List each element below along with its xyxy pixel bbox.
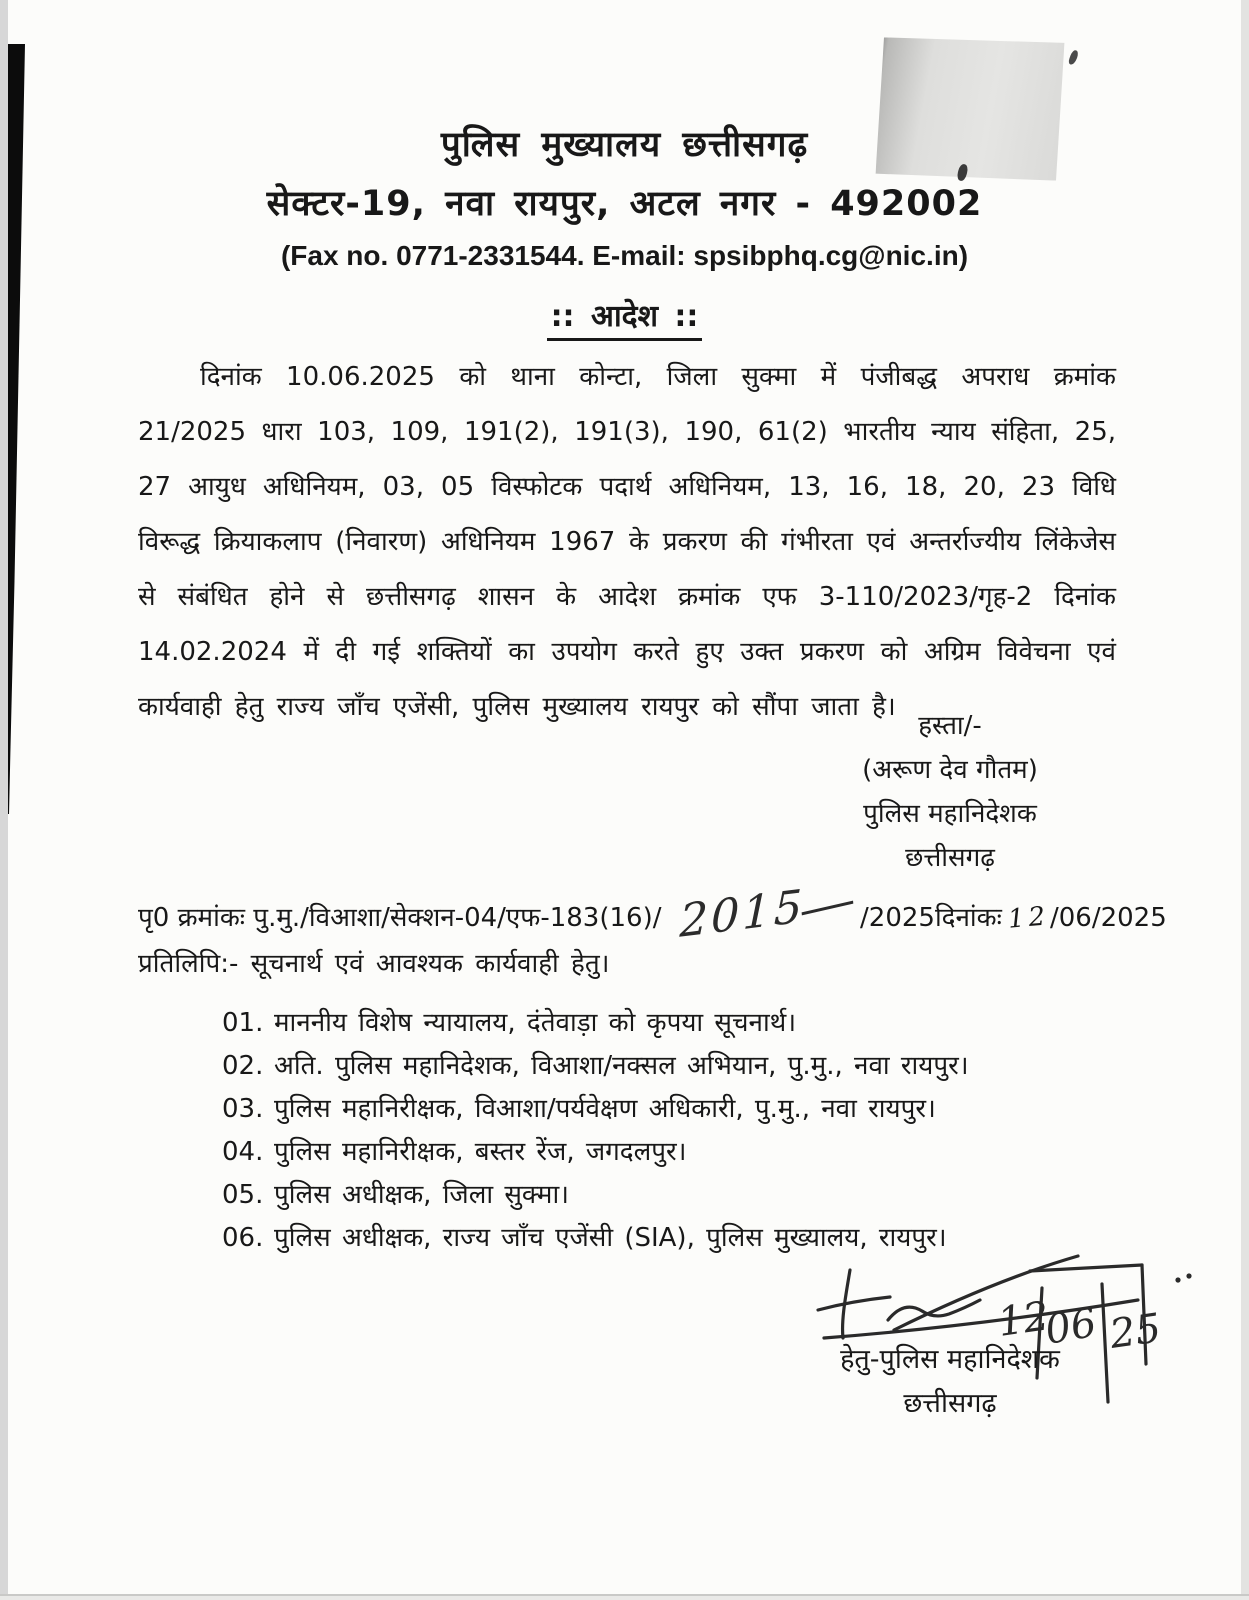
list-item — [222, 1002, 969, 1045]
endorsement-date-rest: /06/2025 — [1049, 903, 1167, 933]
list-item-number: 04. — [222, 1137, 264, 1167]
list-item-text: पुलिस अधीक्षक, जिला सुक्मा। — [274, 1180, 570, 1210]
order-title: :: आदेश :: — [547, 294, 703, 341]
endorsement-line — [138, 878, 1167, 948]
distribution-list — [222, 1002, 969, 1260]
scan-stray-mark — [1068, 49, 1080, 65]
list-item-number: 03. — [222, 1094, 264, 1124]
list-item-number: 01. — [222, 1008, 264, 1038]
letterhead-org-name: पुलिस मुख्यालय छत्तीसगढ़ — [440, 125, 809, 165]
list-item-text: पुलिस महानिरीक्षक, बस्तर रेंज, जगदलपुर। — [274, 1137, 687, 1167]
letterhead-address: सेक्टर-19, नवा रायपुर, अटल नगर - 492002 — [266, 184, 983, 224]
footer-designation: हेतु-पुलिस महानिदेशक — [840, 1344, 1060, 1375]
signed-mark: हस्ता/- — [918, 711, 982, 741]
list-item — [222, 1045, 969, 1088]
order-title-row — [0, 294, 1249, 341]
list-item-text: अति. पुलिस महानिदेशक, विआशा/नक्सल अभियान, पु.मु., नवा रायपुर। — [274, 1051, 969, 1081]
list-item — [222, 1174, 969, 1217]
list-item-text: पुलिस महानिरीक्षक, विआशा/पर्यवेक्षण अधिकारी, पु.मु., नवा रायपुर। — [274, 1094, 936, 1124]
order-body-paragraph: दिनांक 10.06.2025 को थाना कोन्टा, जिला सुक्मा में पंजीबद्ध अपराध क्रमांक 21/2025 धारा 103, 109, 191(2), 191(3), 190, 61(2) भारतीय न्याय संहिता, 25, 27 आयुध अधिनियम, 03, 05 विस्फोटक पदार्थ अधिनियम, 13, 16, 18, 20, 23 विधि विरूद्ध क्रियाकलाप (निवारण) अधिनियम 1967 के प्रकरण की गंभीरता एवं अन्तर्राज्यीय लिंकेजेस से संबंधित होने से छत्तीसगढ़ शासन के आदेश क्रमांक एफ 3-110/2023/गृह-2 दिनांक 14.02.2024 में दी गई शक्तियों का उपयोग करते हुए उक्त प्रकरण को अग्रिम विवेचना एवं कार्यवाही हेतु राज्य जॉंच एजेंसी, पुलिस मुख्यालय रायपुर को सौंपा जाता है। — [138, 362, 1116, 722]
copy-to-line: प्रतिलिपि:- सूचनार्थ एवं आवश्यक कार्यवाही हेतु। — [138, 949, 610, 979]
ref-number-prefix: पृ0 क्रमांकः पु.मु./विआशा/सेक्शन-04/एफ-183(16)/ — [138, 903, 662, 933]
scan-edge-bottom — [0, 1594, 1249, 1600]
ref-number-suffix: /2025 — [860, 903, 935, 933]
handwritten-date-day: 12 — [994, 1293, 1052, 1346]
list-item — [222, 1088, 969, 1131]
handwritten-date-year: 25 — [1106, 1305, 1164, 1358]
footer-state: छत्तीसगढ़ — [903, 1388, 997, 1419]
endorsement-date-day-handwritten: 12 — [1006, 901, 1051, 935]
list-item-number: 02. — [222, 1051, 264, 1081]
list-item-text: पुलिस अधीक्षक, राज्य जॉंच एजेंसी (SIA), पुलिस मुख्यालय, रायपुर। — [274, 1223, 947, 1253]
signatory-block — [818, 704, 1082, 880]
list-item-number: 05. — [222, 1180, 264, 1210]
list-item — [222, 1131, 969, 1174]
footer-signatory-block — [778, 1338, 1122, 1426]
signatory-state: छत्तीसगढ़ — [905, 843, 995, 873]
letterhead-contact: (Fax no. 0771-2331544. E-mail: spsibphq.cg@nic.in) — [280, 240, 969, 271]
list-item-number: 06. — [222, 1223, 264, 1253]
list-item-text: माननीय विशेष न्यायालय, दंतेवाड़ा को कृपया सूचनार्थ। — [274, 1008, 797, 1038]
ref-number-handwritten: 2015 — [680, 873, 854, 948]
signatory-name: (अरूण देव गौतम) — [862, 755, 1038, 785]
endorsement-date-label: दिनांकः — [934, 903, 1002, 933]
signatory-designation: पुलिस महानिदेशक — [863, 799, 1037, 829]
handwritten-date-month: 06 — [1041, 1299, 1100, 1354]
